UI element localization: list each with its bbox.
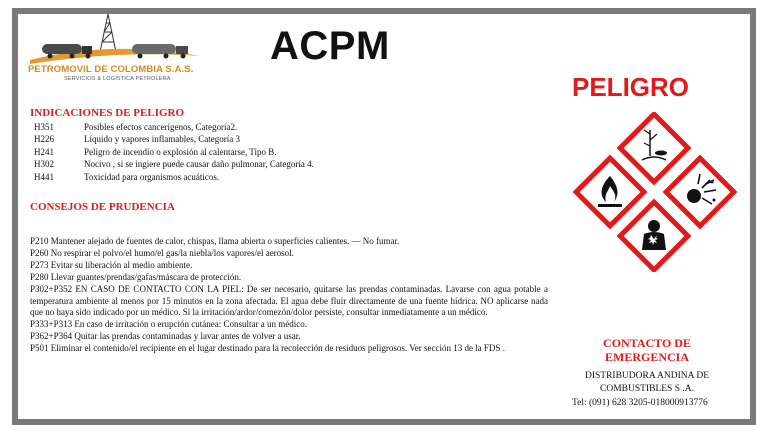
hazard-item bbox=[34, 158, 314, 170]
company-logo bbox=[20, 10, 210, 90]
prudence-heading: CONSEJOS DE PRUDENCIA bbox=[30, 201, 175, 213]
hazard-item bbox=[34, 171, 314, 183]
hazard-text: Nocivo , si se ingiere puede causar daño pulmonar, Categoría 4. bbox=[84, 159, 314, 170]
company-name: PETROMOVIL DE COLOMBIA S.A.S. bbox=[28, 64, 194, 75]
prudence-item: P280 Llevar guantes/prendas/gafas/máscara de protección. bbox=[30, 271, 242, 282]
ghs-pictograms bbox=[570, 112, 750, 272]
hazard-heading: INDICACIONES DE PELIGRO bbox=[30, 107, 185, 119]
prudence-item: P362+P364 Quitar las prendas contaminadas y lavar antes de volver a usar. bbox=[30, 331, 301, 342]
exploding-bomb-icon bbox=[666, 158, 734, 226]
signal-word: PELIGRO bbox=[572, 72, 690, 102]
hazard-text: Peligro de incendio o explosión al calentarse, Tipo B. bbox=[84, 146, 277, 157]
product-title: ACPM bbox=[270, 24, 390, 68]
flame-icon bbox=[576, 158, 644, 226]
emergency-company: DISTRIBUDORA ANDINA DE COMBUSTIBLES S .A. bbox=[584, 371, 710, 394]
prudence-item: P302+P352 EN CASO DE CONTACTO CON LA PIEL: De ser necesario, quitarse las prendas contaminadas. Lavarse con agua potable a temperatura ambiente al menos por 15 minutos en la zona afectada. El agua debe fluir directamente de una fuente hídrica. NO aplicarse nada que no haya sido indicado por un médico. Si la irritación/ardor/comezón/dolor persiste, consultar inmediatamente a un médico. bbox=[30, 283, 548, 318]
hazard-item bbox=[34, 133, 314, 145]
hazard-item bbox=[34, 121, 314, 133]
prudence-list bbox=[30, 236, 548, 355]
hazard-item bbox=[34, 146, 314, 158]
emergency-heading: CONTACTO DE EMERGENCIA bbox=[603, 336, 691, 364]
hazard-code: H351 bbox=[34, 122, 54, 132]
hazard-list bbox=[34, 121, 314, 183]
hazard-code: H441 bbox=[34, 171, 54, 182]
prudence-item: P210 Mantener alejado de fuentes de calor, chispas, llama abierta o superficies calientes. — No fumar. bbox=[30, 236, 400, 246]
emergency-phone: Tel: (091) 628 3205-018000913776 bbox=[572, 398, 708, 408]
prudence-item: P273 Evitar su liberación al medio ambiente. bbox=[30, 259, 193, 270]
environment-icon bbox=[620, 114, 688, 182]
prudence-item: P260 No respirar el polvo/el humo/el gas/la niebla/los vapores/el aerosol. bbox=[30, 247, 294, 258]
company-tagline: SERVICIOS & LOGISTICA PETROLERA bbox=[64, 76, 171, 82]
hazard-text: Toxicidad para organismos acuáticos. bbox=[84, 171, 220, 182]
hazard-text: Líquido y vapores inflamables, Categoría 3 bbox=[84, 134, 240, 145]
prudence-item: P333+P313 En caso de irritación o erupción cutánea: Consultar a un médico. bbox=[30, 319, 308, 330]
health-hazard-icon bbox=[620, 202, 688, 270]
prudence-item: P501 Eliminar el contenido/el recipiente en el lugar destinado para la recolección de residuos peligrosos. Ver sección 13 de la FDS . bbox=[30, 343, 505, 354]
hazard-code: H241 bbox=[34, 146, 54, 157]
hazard-code: H302 bbox=[34, 159, 54, 170]
hazard-code: H226 bbox=[34, 134, 54, 145]
tanker-truck-icon bbox=[20, 10, 210, 66]
hazard-text: Posibles efectos cancerígenos, Categoría2. bbox=[84, 122, 238, 132]
